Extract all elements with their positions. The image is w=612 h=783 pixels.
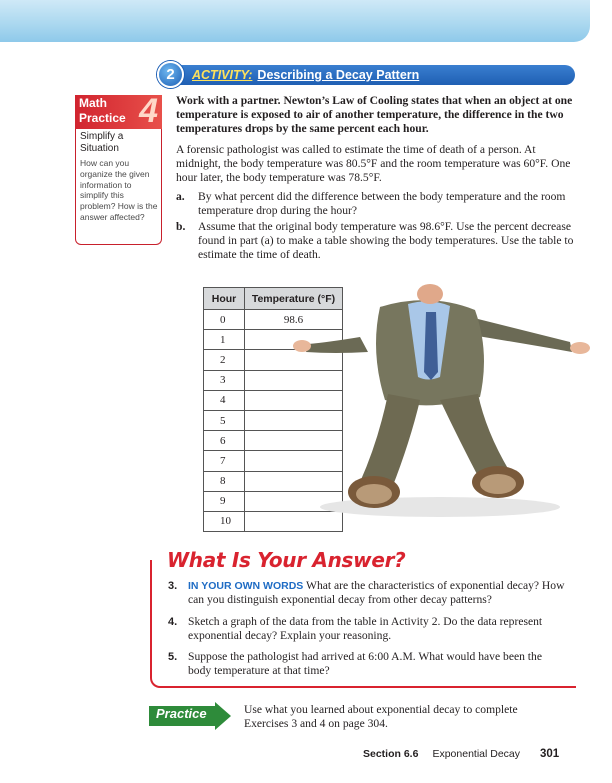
question-text: Sketch a graph of the data from the table in Activity 2. Do the data represent exponential decay? Explain your reasoning. — [188, 615, 543, 642]
math-practice-text: How can you organize the given information to simplify this problem? How is the answer affected? — [80, 158, 158, 222]
scenario-paragraph: A forensic pathologist was called to estimate the time of death of a person. At midnight, the body temperature was 80.5°F and the room temperature was 60°F. One hour later, the body temperature was 78.5°F. — [176, 143, 571, 184]
question-a — [176, 190, 576, 218]
question-b — [176, 220, 576, 262]
hour-cell: 6 — [204, 431, 245, 451]
hour-cell: 10 — [204, 511, 245, 531]
activity-number-badge: 2 — [157, 61, 184, 88]
column-header-temperature: Temperature (°F) — [245, 288, 343, 310]
question-label: a. — [176, 190, 185, 203]
in-your-own-words-tag: IN YOUR OWN WORDS — [188, 580, 304, 592]
question-text: Suppose the pathologist had arrived at 6:00 A.M. What would have been the body temperature at that time? — [188, 650, 542, 677]
practice-text: Use what you learned about exponential decay to complete Exercises 3 and 4 on page 304. — [244, 703, 518, 730]
answer-question-4 — [168, 615, 568, 643]
question-text — [188, 579, 568, 607]
math-practice-number: 4 — [139, 92, 158, 130]
what-is-your-answer-title: What Is Your Answer? — [163, 548, 409, 572]
math-practice-header — [75, 92, 162, 130]
activity-title — [192, 68, 419, 82]
question-label: b. — [176, 220, 186, 233]
activity-header — [170, 65, 575, 85]
question-label: 4. — [168, 616, 178, 628]
math-practice-subtitle: Simplify a Situation — [80, 131, 124, 154]
hour-cell: 8 — [204, 471, 245, 491]
footer-title: Exponential Decay — [432, 748, 521, 760]
math-practice-label — [79, 96, 126, 126]
page-footer — [363, 748, 559, 760]
activity-title-text: Describing a Decay Pattern — [257, 68, 420, 82]
footer-section: Section 6.6 — [363, 748, 419, 760]
hour-cell: 3 — [204, 370, 245, 390]
question-text: Assume that the original body temperature was 98.6°F. Use the percent decrease found in part (a) to make a table showing the body temperatures. Use the table to estimate the time of death. — [198, 220, 574, 261]
answer-question-3 — [168, 579, 568, 607]
hour-cell: 9 — [204, 491, 245, 511]
math-practice-label-line2: Practice — [79, 111, 126, 125]
answer-question-5 — [168, 650, 568, 678]
question-label: 5. — [168, 651, 178, 663]
temperature-cell: 98.6 — [245, 310, 343, 330]
question-3-text: What are the characteristics of exponential decay? How can you distinguish exponential decay from other decay patterns? — [188, 579, 565, 606]
top-banner — [0, 0, 590, 42]
hour-cell: 1 — [204, 330, 245, 350]
question-label: 3. — [168, 580, 178, 592]
question-text: By what percent did the difference between the body temperature and the room temperature drop during the hour? — [198, 190, 566, 217]
hour-cell: 5 — [204, 410, 245, 430]
activity-intro: Work with a partner. Newton’s Law of Cooling states that when an object at one temperature is exposed to air of another temperature, the difference in the two temperatures drops by the same percent each hour. — [176, 94, 573, 135]
lying-person-illustration — [290, 282, 610, 522]
hour-cell: 2 — [204, 350, 245, 370]
hour-cell: 7 — [204, 451, 245, 471]
page-number: 301 — [540, 748, 560, 760]
practice-label: Practice — [156, 706, 207, 721]
activity-keyword: ACTIVITY: — [192, 68, 253, 82]
column-header-hour: Hour — [204, 288, 245, 310]
math-practice-label-line1: Math — [79, 96, 107, 110]
hour-cell: 4 — [204, 390, 245, 410]
hour-cell: 0 — [204, 310, 245, 330]
